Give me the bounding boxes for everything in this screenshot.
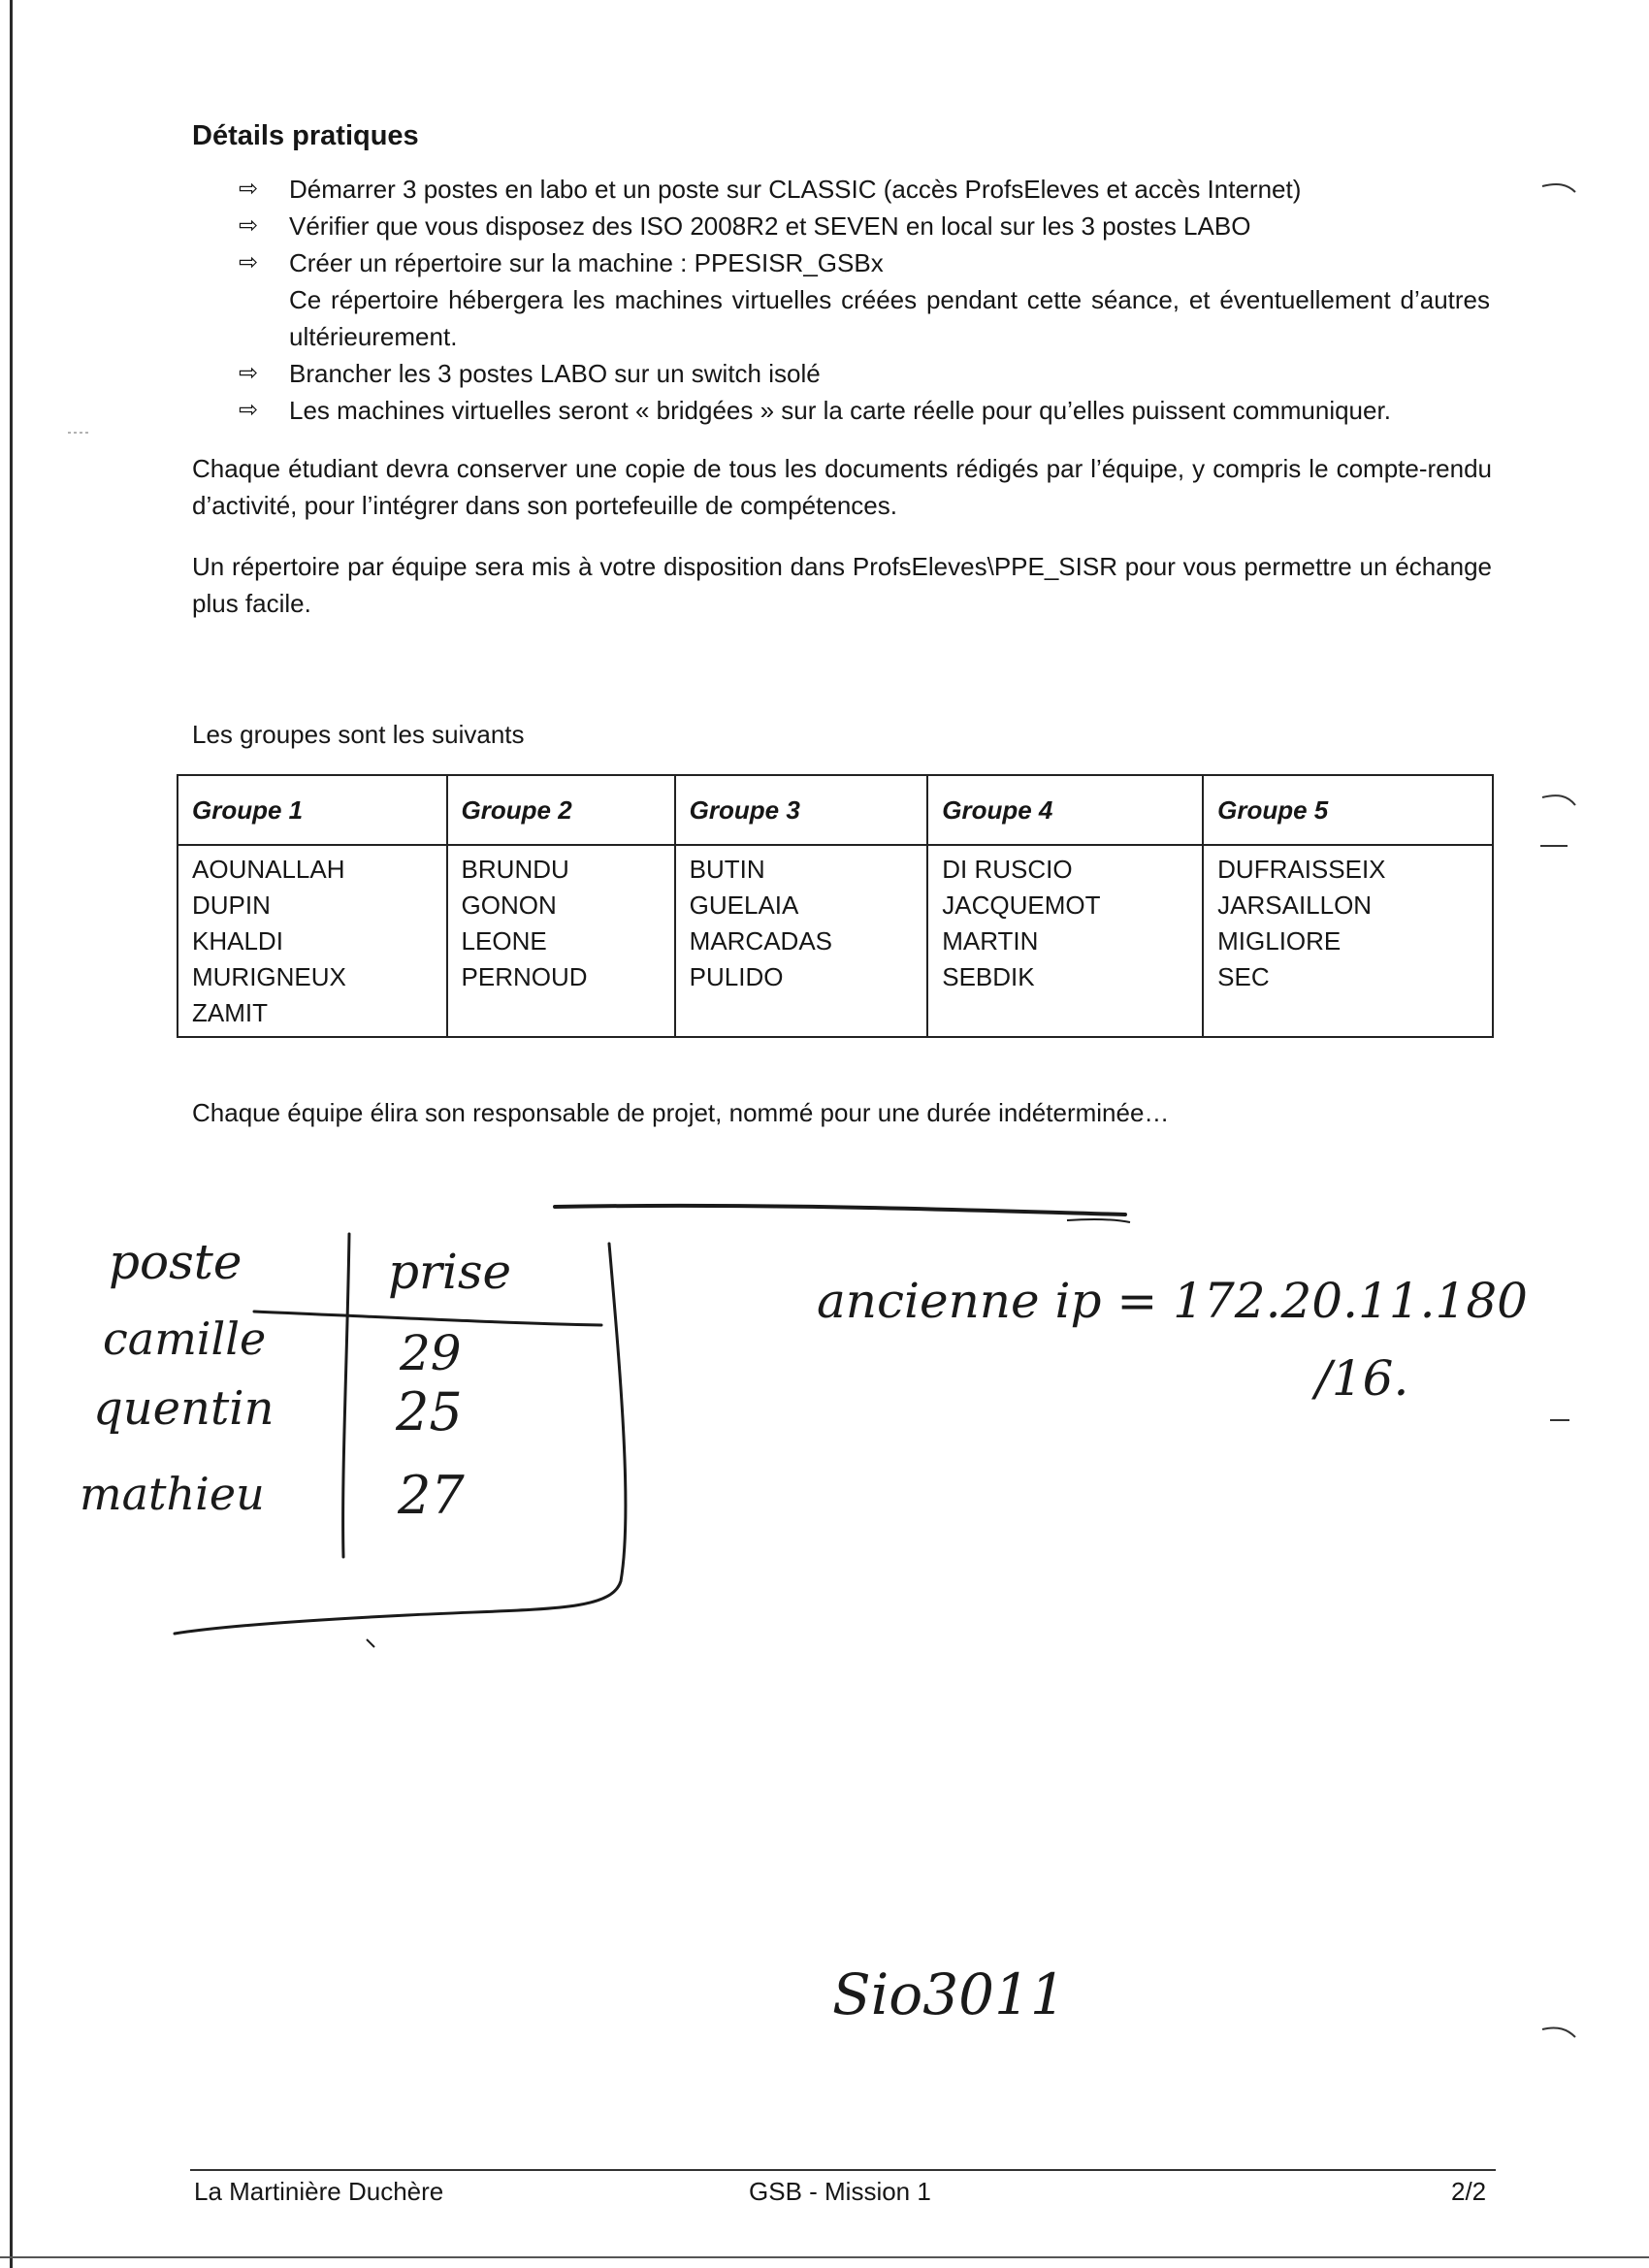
arrow-right-icon: ⇨ [239,212,259,239]
member-name: DUPIN [192,891,271,920]
handwritten-ip-note: ancienne ip = 172.20.11.180 [817,1273,1528,1329]
handwritten-header-poste: poste [109,1234,242,1290]
arrow-right-icon: ⇨ [239,249,259,275]
list-item-text: Créer un répertoire sur la machine : PPESISR_GSBx [289,248,884,277]
pen-stroke [343,1234,349,1557]
arrow-right-icon: ⇨ [239,360,259,386]
member-name: JACQUEMOT [942,891,1101,920]
scan-mark [1542,184,1575,192]
member-name: AOUNALLAH [192,855,345,884]
member-name: MARCADAS [689,926,833,956]
member-name: MIGLIORE [1217,926,1342,956]
list-item-text: Vérifier que vous disposez des ISO 2008R2 et SEVEN en local sur les 3 postes LABO [289,211,1251,241]
member-name: PULIDO [689,962,784,991]
member-name: PERNOUD [461,962,588,991]
member-name: DI RUSCIO [942,855,1073,884]
member-name: SEBDIK [942,962,1035,991]
member-name: GUELAIA [689,891,799,920]
member-name: GONON [461,891,557,920]
scan-mark [1542,795,1575,805]
list-item-text: Démarrer 3 postes en labo et un poste sur CLASSIC (accès ProfsEleves et accès Internet) [289,175,1302,204]
footer-school: La Martinière Duchère [194,2177,444,2206]
member-name: MARTIN [942,926,1039,956]
group-header: Groupe 2 [447,775,675,845]
scan-bottom-edge [0,2256,1649,2258]
groups-intro: Les groupes sont les suivants [192,720,525,749]
handwritten-value: 27 [398,1465,465,1526]
member-name: ZAMIT [192,998,268,1027]
footer-page-number: 2/2 [1451,2177,1487,2206]
footer-rule [190,2169,1496,2171]
member-name: BRUNDU [461,855,569,884]
handwritten-value: 29 [400,1325,462,1381]
leader-note-paragraph: Chaque équipe élira son responsable de projet, nommé pour une durée indéterminée… [192,1098,1170,1127]
arrow-right-icon: ⇨ [239,397,259,423]
pen-stroke [555,1206,1125,1215]
list-item-text: Brancher les 3 postes LABO sur un switch isolé [289,359,821,388]
handwritten-name: camille [103,1312,267,1365]
handwritten-header-prise: prise [388,1244,512,1300]
group-header: Groupe 5 [1203,775,1493,845]
member-name: JARSAILLON [1217,891,1373,920]
handwritten-value: 25 [396,1381,463,1442]
pen-stroke [1067,1219,1130,1222]
footer-mission: GSB - Mission 1 [749,2177,931,2206]
section-title: Détails pratiques [192,120,419,151]
group-header: Groupe 3 [675,775,928,845]
pen-stroke [367,1639,374,1647]
arrow-right-icon: ⇨ [239,176,259,202]
pen-stroke [254,1312,601,1325]
group-header: Groupe 4 [927,775,1203,845]
member-name: SEC [1217,962,1270,991]
member-name: DUFRAISSEIX [1217,855,1386,884]
member-name: KHALDI [192,926,283,956]
handwritten-code: Sio3011 [832,1961,1066,2027]
copy-note-paragraph: Chaque étudiant devra conserver une copie de tous les documents rédigés par l’équipe, y compris le compte-rendu d’activité, pour l’intégrer dans son portefeuille de compétences. [192,454,1492,520]
list-item-subtext: Ce répertoire hébergera les machines virtuelles créées pendant cette séance, et éventuellement d’autres ultérieurement. [289,285,1490,351]
member-name: MURIGNEUX [192,962,346,991]
handwritten-mask-note: /16. [1315,1350,1409,1407]
member-name: LEONE [461,926,547,956]
scan-mark [1542,2027,1575,2037]
list-item-text: Les machines virtuelles seront « bridgées » sur la carte réelle pour qu’elles puissent communiquer. [289,396,1391,425]
handwritten-name: mathieu [80,1468,265,1520]
handwritten-name: quentin [93,1381,275,1436]
shared-folder-paragraph: Un répertoire par équipe sera mis à votre disposition dans ProfsEleves\PPE_SISR pour vous permettre un échange plus facile. [192,552,1492,618]
group-header: Groupe 1 [178,775,447,845]
member-name: BUTIN [689,855,765,884]
